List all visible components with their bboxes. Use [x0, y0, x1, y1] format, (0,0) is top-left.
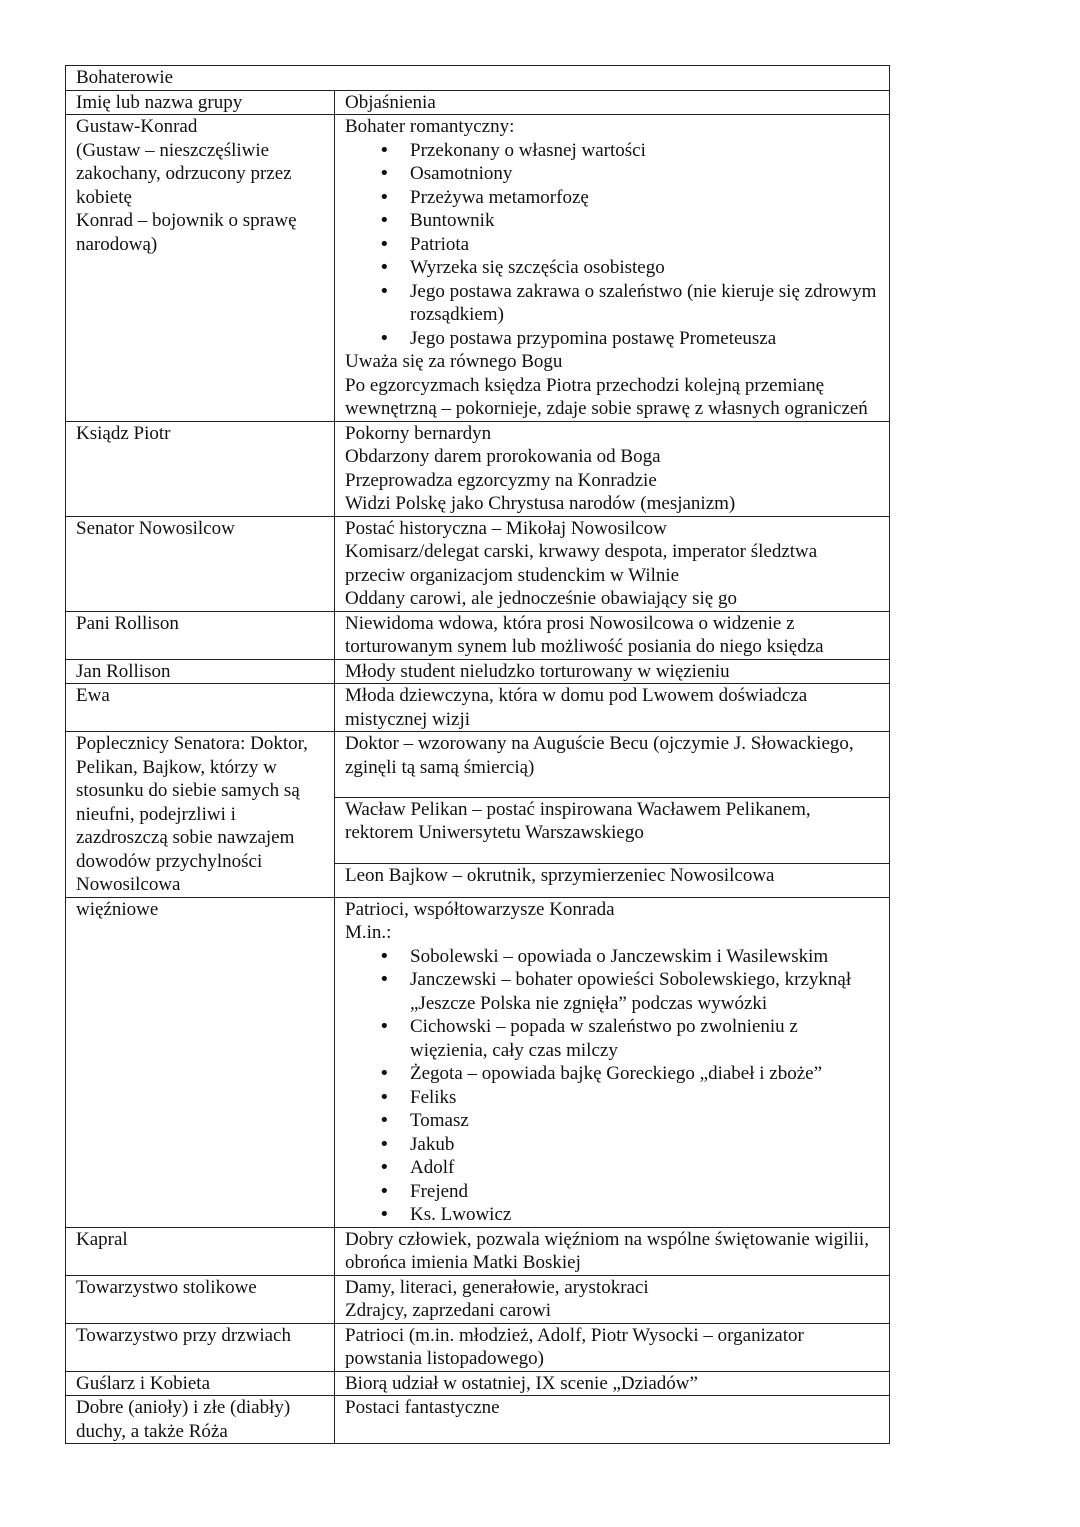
character-explanation: Patrioci (m.in. młodzież, Adolf, Piotr Wysocki – organizator powstania listopadowego) [335, 1323, 890, 1371]
document-page [65, 65, 889, 1444]
character-name: Dobre (anioły) i złe (diabły) duchy, a także Róża [66, 1396, 335, 1444]
character-name: więźniowe [66, 897, 335, 1227]
character-name: Guślarz i Kobieta [66, 1371, 335, 1396]
prisoner-list [345, 945, 879, 1227]
explanation-line: Uważa się za równego Bogu [345, 351, 563, 372]
character-explanation [335, 1275, 890, 1323]
character-explanation: Postaci fantastyczne [335, 1396, 890, 1444]
character-explanation [335, 421, 890, 516]
trait-list [345, 139, 879, 351]
table-row [66, 115, 890, 422]
table-row [66, 611, 890, 659]
character-explanation: Niewidoma wdowa, która prosi Nowosilcowa o widzenie z torturowanym synem lub możliwość posiania do niego księdza [335, 611, 890, 659]
table-row [66, 659, 890, 684]
character-name: Towarzystwo stolikowe [66, 1275, 335, 1323]
explanation-line: M.in.: [345, 922, 392, 943]
character-name: Ksiądz Piotr [66, 421, 335, 516]
explanation-line: Pokorny bernardyn [345, 422, 492, 444]
character-explanation: Dobry człowiek, pozwala więźniom na wspólne świętowanie wigilii, obrońca imienia Matki Boskiej [335, 1227, 890, 1275]
table-row [66, 516, 890, 611]
explanation-line: Bohater romantyczny: [345, 116, 515, 137]
table-row [66, 732, 890, 798]
list-item: • Żegota – opowiada bajkę Goreckiego „diabeł i zboże” [410, 1062, 879, 1086]
character-name: Ewa [66, 684, 335, 732]
explanation-line: Oddany carowi, ale jednocześnie obawiający się go [345, 588, 737, 609]
list-item: • Cichowski – popada w szaleństwo po zwolnieniu z więzienia, cały czas milczy [410, 1015, 879, 1062]
character-explanation: Wacław Pelikan – postać inspirowana Wacławem Pelikanem, rektorem Uniwersytetu Warszawskiego [335, 797, 890, 863]
table-title: Bohaterowie [66, 66, 890, 91]
character-name: Senator Nowosilcow [66, 516, 335, 611]
character-explanation: Młody student nieludzko torturowany w więzieniu [335, 659, 890, 684]
name-line: narodową) [76, 233, 158, 255]
character-explanation [335, 115, 890, 422]
explanation-line: Damy, literaci, generałowie, arystokraci [345, 1276, 649, 1298]
list-item: • Jego postawa przypomina postawę Prometeusza [410, 327, 879, 351]
explanation-line: Widzi Polskę jako Chrystusa narodów (mesjanizm) [345, 493, 736, 514]
list-item: • Buntownik [410, 209, 879, 233]
list-item: • Przekonany o własnej wartości [410, 139, 879, 163]
table-row [66, 1371, 890, 1396]
table-row [66, 1275, 890, 1323]
list-item: • Jakub [410, 1133, 879, 1157]
list-item: • Adolf [410, 1156, 879, 1180]
name-line: (Gustaw – nieszczęśliwie [76, 139, 270, 161]
name-line: zakochany, odrzucony przez [76, 163, 292, 184]
list-item: • Janczewski – bohater opowieści Sobolewskiego, krzyknął „Jeszcze Polska nie zgnięła” podczas wywózki [410, 968, 879, 1015]
character-name: Towarzystwo przy drzwiach [66, 1323, 335, 1371]
name-line: Gustaw-Konrad [76, 116, 198, 137]
character-explanation [335, 897, 890, 1227]
explanation-line: Zdrajcy, zaprzedani carowi [345, 1300, 552, 1321]
name-line: Konrad – bojownik o sprawę [76, 210, 297, 231]
list-item: • Frejend [410, 1180, 879, 1204]
table-row [66, 1323, 890, 1371]
table-row [66, 897, 890, 1227]
character-explanation: Doktor – wzorowany na Auguście Becu (ojczymie J. Słowackiego, zginęli tą samą śmiercią) [335, 732, 890, 798]
list-item: • Osamotniony [410, 162, 879, 186]
explanation-line: Obdarzony darem prorokowania od Boga [345, 446, 661, 467]
table-row [66, 1396, 890, 1444]
list-item: • Przeżywa metamorfozę [410, 186, 879, 210]
character-explanation: Leon Bajkow – okrutnik, sprzymierzeniec Nowosilcowa [335, 863, 890, 897]
character-name: Pani Rollison [66, 611, 335, 659]
list-item: • Tomasz [410, 1109, 879, 1133]
table-row [66, 684, 890, 732]
character-name [66, 115, 335, 422]
character-name: Poplecznicy Senatora: Doktor, Pelikan, Bajkow, którzy w stosunku do siebie samych są nieufni, podejrzliwi i zazdroszczą sobie nawzajem dowodów przychylności Nowosilcowa [66, 732, 335, 898]
table-header-row [66, 90, 890, 115]
explanation-line: Postać historyczna – Mikołaj Nowosilcow [345, 517, 667, 539]
character-explanation: Młoda dziewczyna, która w domu pod Lwowem doświadcza mistycznej wizji [335, 684, 890, 732]
explanation-line: Patrioci, współtowarzysze Konrada [345, 898, 615, 920]
header-explanation: Objaśnienia [335, 90, 890, 115]
list-item: • Wyrzeka się szczęścia osobistego [410, 256, 879, 280]
characters-table [65, 65, 890, 1444]
list-item: • Jego postawa zakrawa o szaleństwo (nie kieruje się zdrowym rozsądkiem) [410, 280, 879, 327]
name-line: kobietę [76, 186, 132, 208]
list-item: • Feliks [410, 1086, 879, 1110]
character-explanation: Biorą udział w ostatniej, IX scenie „Dziadów” [335, 1371, 890, 1396]
header-name: Imię lub nazwa grupy [66, 90, 335, 115]
list-item: • Patriota [410, 233, 879, 257]
table-row [66, 421, 890, 516]
list-item: • Sobolewski – opowiada o Janczewskim i Wasilewskim [410, 945, 879, 969]
character-name: Kapral [66, 1227, 335, 1275]
list-item: • Ks. Lwowicz [410, 1203, 879, 1227]
explanation-line: Przeprowadza egzorcyzmy na Konradzie [345, 469, 657, 491]
explanation-line: Po egzorcyzmach księdza Piotra przechodzi kolejną przemianę wewnętrzną – pokornieje, zdaje sobie sprawę z własnych ograniczeń [345, 374, 868, 419]
table-row [66, 1227, 890, 1275]
character-explanation [335, 516, 890, 611]
table-title-row [66, 66, 890, 91]
explanation-line: Komisarz/delegat carski, krwawy despota, imperator śledztwa przeciw organizacjom studenckim w Wilnie [345, 541, 818, 586]
character-name: Jan Rollison [66, 659, 335, 684]
